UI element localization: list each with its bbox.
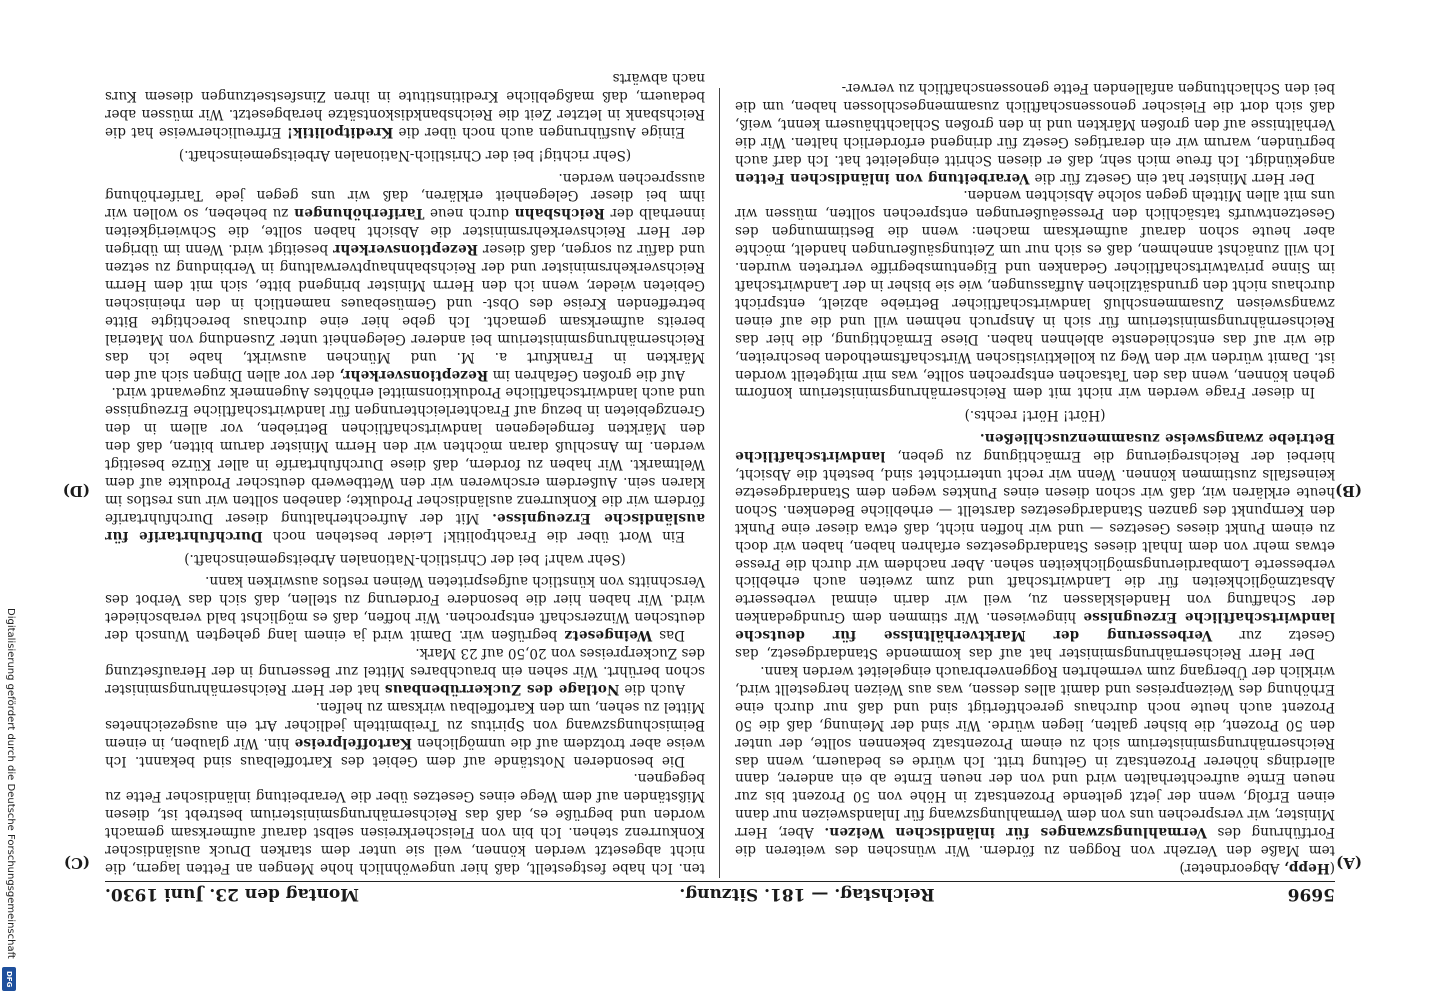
text-run: beseitigt wird. Wenn im übrigen der Herr Reichsverkehrsminister die Absicht haben sollte, die Schwierigkeiten innerhalb der <box>105 205 705 258</box>
paragraph <box>105 168 705 383</box>
text-run: hin. Wir glauben, in einem Beimischungszwang von Spiritus zu Treibmitteln jedlicher Art ein ausgezeichnetes Mittel zu sehen, um den Kartoffelbau wirksam zu helfen. <box>105 698 705 751</box>
credit-text: Digitalisierung gefördert durch die Deutsche Forschungsgemeinschaft <box>5 608 16 959</box>
dfg-logo-icon: DFG <box>2 967 16 991</box>
bold-run: Durchfuhrtarife für ausländische Erzeugnisse. <box>104 509 705 544</box>
speaker-name: Hepp, <box>1283 860 1330 876</box>
paragraph: In dieser Frage werden wir nicht mit dem Reichsernährungsministerium konform gehen können, wenn das den Tatsachen entsprechen sollte, was mir mitgeteilt worden ist. Damit würden wir den Weg zu kollektivistischen Wirtschaftsmethoden beschreiten, die wir auf das entschiedenste ablehnen haben. Diese Ermächtigung, die hier das Reichsernährungsministerium für sich in Anspruch nehmen will und die auf einen zwangsweisen Zusammenschluß landwirtschaftlicher Betriebe abzielt, entspricht durchaus nicht den grundsätzlichen Auffassungen, wie sie bisher in der Landwirtschaft im Sinne privatwirtschaftlicher Gedanken und Eigentumsbegriffe vertreten wurden. Ich will zunächst annehmen, daß es sich nur um Zeitungsäußerungen handelt, möchte aber heute schon darauf aufmerksam machen: wenn die Bestimmungen des Gesetzentwurfs tatsächlich den Presseäußerungen entsprechen sollten, müssen wir uns mit allen Mitteln gegen solche Absichten wenden. <box>735 187 1335 401</box>
paragraph <box>735 428 1335 661</box>
paragraph <box>735 661 1335 858</box>
text-run: Die besonderen Notstände auf dem Gebiet des Kartoffelbaus sind bekannt. Ich weise aber trotzdem auf die unmöglichen <box>105 734 705 769</box>
page-number: 5696 <box>1287 884 1335 904</box>
header-rule <box>105 881 1335 882</box>
bold-run: Verarbeitung von inländischen Fetten <box>735 169 1030 186</box>
bold-run: Rezeptionsverkehr, <box>339 366 489 383</box>
text-run: durch neue <box>424 205 515 222</box>
text-run: Auch die <box>619 680 685 697</box>
speaker-role: Abgeordneter) <box>1179 860 1284 876</box>
bold-run: Vermahlungszwanges für inländischen Weizen. <box>824 824 1208 841</box>
column-divider <box>719 88 720 878</box>
text-run: der vor allen Dingen sich auf den Märkten in Frankfurt a. M. und München auswirkt, habe ich das Reichsernährungsministerium bei anderer Gelegenheit unter Zusendung von Material bereits aufmerksam gemacht. Ich gebe hier eine durchaus berechtigte Bitte betreffenden Kreise des Obst- und Gemüsebaues namentlich in den rheinischen Gebieten wieder, wenn ich den Herrn Minister bringend bitte, sich mit dem Herrn Reichsverkehrsminister und der Reichsbahnhauptverwaltung in Verbindung zu setzen und dafür zu sorgen, daß dieser <box>105 241 705 383</box>
text-run: hingewiesen. Wir stimmen dem Grundgedanken der Schaffung von Handelsklassen zu, weil wir darin einmal verbesserte Absatzmöglichkeiten für die Landwirtschaft und zum zweiten auch erheblich verbesserte Lombardierungsmöglichkeiten sehen. Aber nachdem wir durch die Presse etwas mehr von dem Inhalt dieses Standardgesetzes erfahren haben, haben wir doch zu einem Punkt dieses Gesetzes — und wir hoffen nicht, daß etwa dieser eine Punkt den Kernpunkt des ganzen Standardgesetzes darstellt — erhebliche Bedenken. Schon heute erklären wir, daß wir schon diesen eines Punktes wegen dem Standardgesetze keinesfalls zustimmen können. Wenn wir recht unterrichtet sind, besteht die Absicht, hierbei der Reichsregierung die Ermächtigung zu geben, <box>735 448 1335 626</box>
digitization-credit <box>0 0 20 1000</box>
bold-run: Weingesetz <box>564 627 653 644</box>
interjection: (Sehr wahr! bei der Christlich-Nationalen Arbeitsgemeinschaft.) <box>184 550 626 567</box>
paragraph <box>105 697 705 769</box>
bold-run: Tariferhöhungen <box>294 205 425 222</box>
bold-run: Kartoffelpreise <box>294 734 413 751</box>
bold-run: Rezeptionsverkehr <box>332 241 479 258</box>
bold-run: landwirtschaftliche Betriebe zwangsweise zusammenzuschließen. <box>735 430 1335 465</box>
text-run: Das <box>652 627 685 644</box>
text-run: Auf die großen Gefahren im <box>488 366 685 383</box>
paragraph <box>105 572 705 644</box>
text-run: Mit der Aufrechterhaltung dieser Durchfuhrtarife fördern wir die Konkurrenz ausländischer Produkte; daneben sollten wir uns restlos im klaren sein. Außerdem erschweren wir den Wettbewerb deutscher Produkte auf dem Weltmarkt. Wir haben zu fordern, daß diese Durchfuhrtarife in aller Kürze beseitigt werden. Im Anschluß daran möchten wir den Herrn Minister darum bitten, daß den den Märkten ferngelegenen landwirtschaftlichen Betrieben, vor allem in den Grenzgebieten in bezug auf Frachterleichterungen für landwirtschaftliche Erzeugnisse und auch landwirtschaftliche Produktionsmittel erhöhtes Augenmerk zugewandt wird. <box>105 384 705 526</box>
bold-run: Verbesserung der Marktverhältnisse für deutsche landwirtschaftliche Erzeugnisse <box>734 609 1335 644</box>
right-column <box>104 70 705 876</box>
text-run: begrüßen wir. Damit wird ja einem lang gehegten Wunsch der deutschen Winzerschaft entsprochen. Wir hoffen, daß es möglichst bald verabschiedet wird. Wir haben hier die besondere Forderung zu stellen, daß sich das Verbot des Verschnitts von künstlich aufgespriteten Weinen restlos auswirken kann. <box>105 573 705 644</box>
text-run: tem Maße den Verzehr von Roggen zu fördern. Wir wünschen des weiteren die Fortführung des <box>735 824 1335 859</box>
bold-run: Notlage des Zuckerrübenbaus <box>384 680 620 697</box>
scanned-sheet <box>20 0 1430 1000</box>
text-run: Einige Ausführungen auch noch über die <box>393 123 685 140</box>
text-run: Ein Wort über die Frachtpolitik! Leider bestehen noch <box>262 527 685 544</box>
interjection: (Sehr richtig! bei der Christlich-Nationalen Arbeitsgemeinschaft.) <box>178 146 632 163</box>
paragraph: ten. Ich habe festgestellt, daß hier ungewöhnlich hohe Mengen an Fetten lagern, die nicht abgesetzt werden können, weil sie unter dem starken Druck ausländischer Konkurrenz stehen. Ich bin von Fleischerkreisen selbst darauf aufmerksam gemacht worden und begrüße es, daß das Reichsernährungsministerium bestrebt ist, diesen Mißständen auf dem Wege eines Gesetzes über die Verarbeitung inländischer Fette zu begegnen. <box>105 770 705 876</box>
text-run: Der Herr Minister hat ein Gesetz für die <box>1029 169 1315 186</box>
text-run: angekündigt. Ich freue mich sehr, daß er diesen Schritt eingeleitet hat. Ich darf auch begründen, warum wir ein derartiges Gesetz für dringend erforderlich halten. Wir die Verhältnisse auf den großen Märkten und in den großen Schlachthäusern kennt, weiß, daß sich dort die Fleischer genossenschaftlich zusammengeschlossen haben, um die bei den Schlachtungen anfallenden Fette genossenschaftlich zu verwer- <box>735 80 1335 168</box>
session-title: Reichstag. — 181. Sitzung. <box>679 884 935 904</box>
text-run: Der Herr Reichsernährungsminister hat auf das kommende Standardgesetz, das Gesetz zur <box>735 627 1335 662</box>
paragraph <box>105 383 705 544</box>
margin-marker-d: (D) <box>62 482 90 500</box>
page-header <box>105 884 1335 908</box>
text-run: hat der Herr Reichsernährungsminister schon berührt. Wir sehen ein brauchbares Mittel zur Besserung in der Heraufsetzung des Zuckerpreises von 20,50 auf 23 Mark. <box>105 645 705 697</box>
bold-run: Reichsbahn <box>514 205 605 222</box>
text-run: Aber, Herr Minister, wir versprechen uns von dem Vermahlungszwang für Inlandsweizen nur dann einen Erfolg, wenn der jetzt geltende Prozentsatz in Höhe von 50 Prozent bis zur neuen Ernte aufrechterhalten wird und von der neuen Ernte ab ein anderer, dann allerdings höherer Prozentsatz in Geltung tritt. Ich würde es bedauern, wenn das Reichsernährungsministerium sich zu einem Prozentsatz bekennen sollte, der unter den 50 Prozent, die bisher galten, liegen würde. Wir sind der Meinung, daß die 50 Prozent auch heute noch durchaus gerechtfertigt sind und daß nur durch eine Erhöhung des Weizenpreises und damit alles dessen, was aus Weizen hergestellt wird, wirklich der Übergang zum vermehrten Roggenverbrauch eingeleitet werden kann. <box>735 663 1335 841</box>
margin-marker-a: (A) <box>1336 854 1362 872</box>
text-run: Erfreulicherweise hat die Reichsbank in letzter Zeit die Reichsbankdiskontsätze herabgesetzt. Wir müssen aber bedauern, daß maßgebliche Kreditinstitute in ihren Zinsfestsetzungen diesem Kurs nach abwärts <box>104 70 705 140</box>
bold-run: Kreditpolitik! <box>286 123 394 140</box>
interjection: (Hört! Hört! rechts.) <box>964 407 1106 424</box>
paragraph <box>105 643 705 697</box>
margin-marker-c: (C) <box>63 854 90 872</box>
paragraph: (Hepp, Abgeordneter) <box>1179 860 1335 876</box>
paragraph <box>735 78 1335 185</box>
paragraph <box>105 68 705 140</box>
margin-marker-b: (B) <box>1335 482 1362 500</box>
session-date: Montag den 23. Juni 1930. <box>105 884 360 904</box>
left-column <box>734 80 1335 876</box>
text-run: zu beheben, so wollen wir ihm bei dieser Gelegenheit erklären, daß wir uns gegen jede Tariferhöhung aussprechen werden. <box>105 169 705 222</box>
